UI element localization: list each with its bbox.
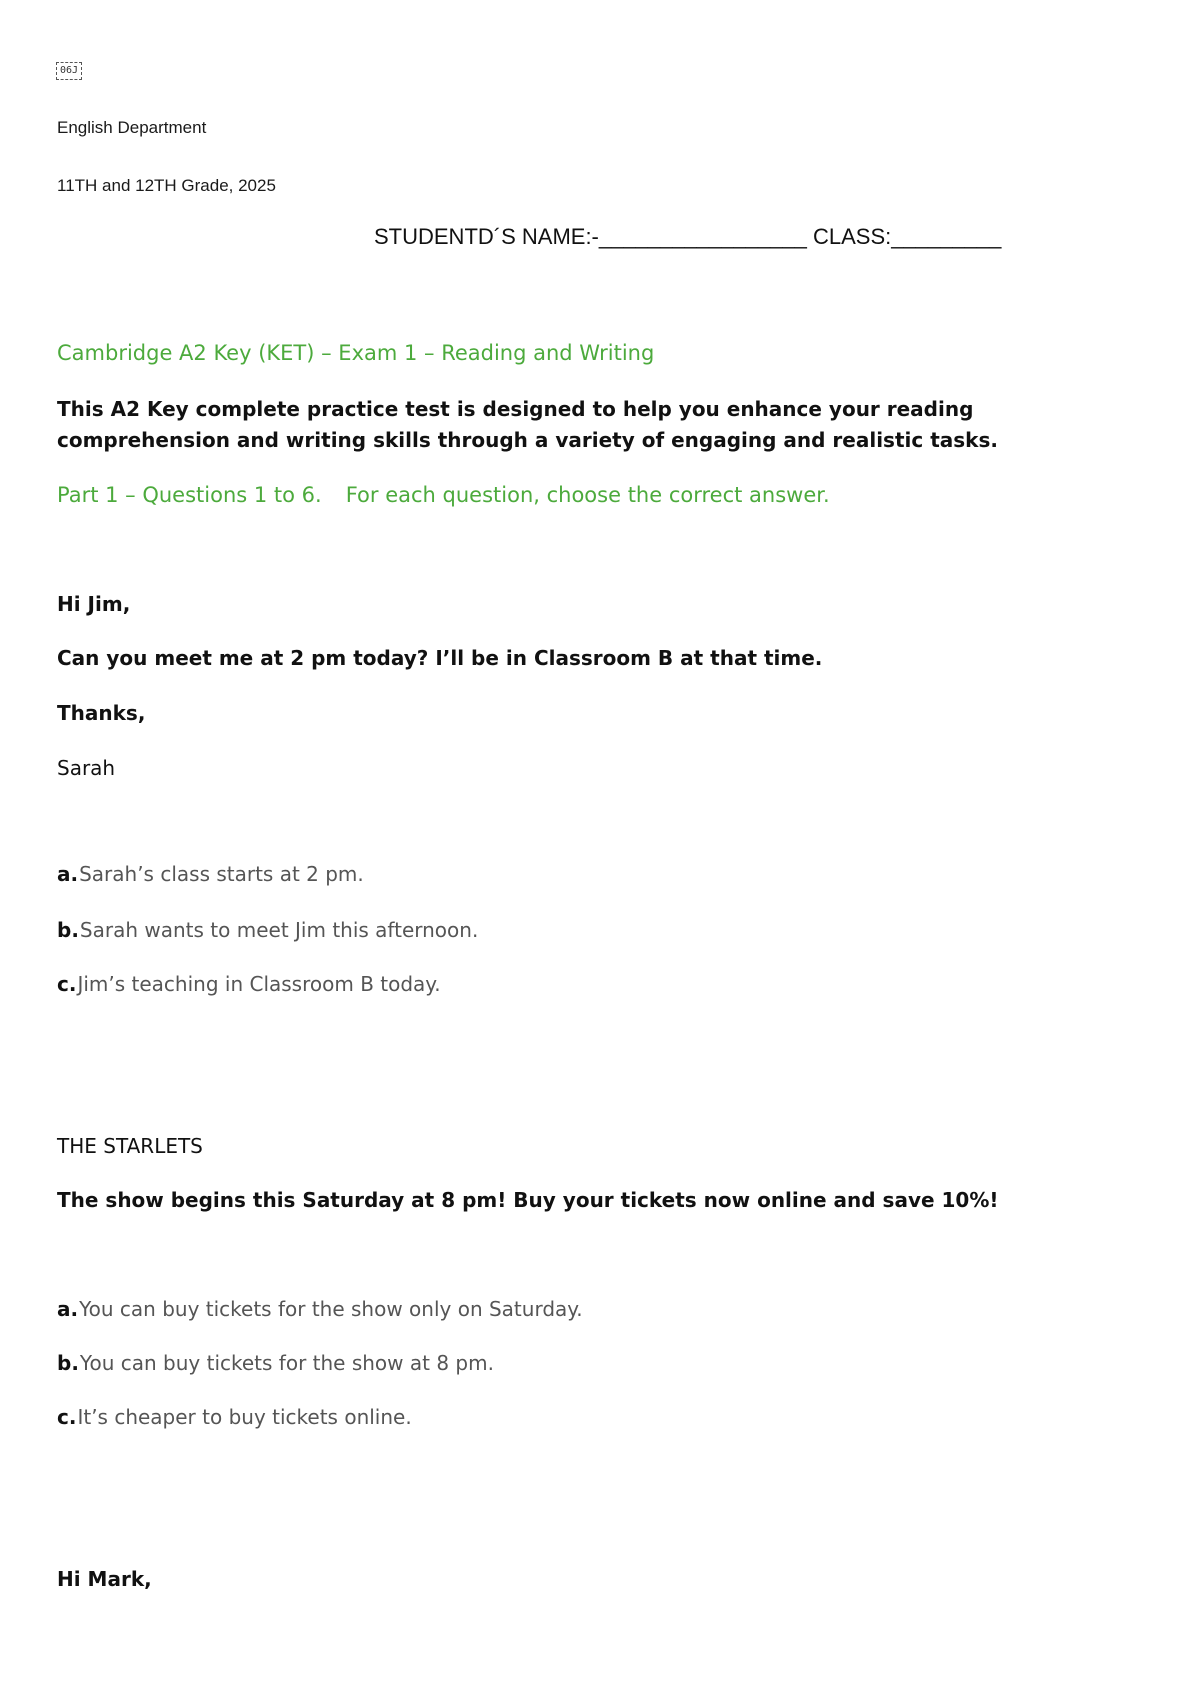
school-logo: 06J [56,62,82,80]
option-letter: b. [57,1351,79,1375]
option-text: You can buy tickets for the show at 8 pm. [79,1351,494,1375]
q1-line-3: Thanks, [57,701,146,725]
q1-line-2: Can you meet me at 2 pm today? I’ll be in Classroom B at that time. [57,646,823,670]
option-letter: a. [57,1297,79,1321]
exam-title: Cambridge A2 Key (KET) – Exam 1 – Reading and Writing [57,341,655,365]
q2-text: The show begins this Saturday at 8 pm! Buy your tickets now online and save 10%! [57,1188,999,1212]
option-letter: c. [57,1405,77,1429]
option-letter: c. [57,972,77,996]
q2-option-b[interactable] [57,1351,494,1375]
option-letter: b. [57,918,79,942]
part-instruction: For each question, choose the correct answer. [345,483,830,507]
part-label: Part 1 – Questions 1 to 6. [57,483,322,507]
part-heading [57,483,830,507]
student-name-class-line: STUDENTD´S NAME:-_________________ CLASS:_________ [374,224,1002,249]
option-text: You can buy tickets for the show only on Saturday. [79,1297,583,1321]
exam-intro: This A2 Key complete practice test is designed to help you enhance your reading comprehension and writing skills through a variety of engaging and realistic tasks. [57,397,998,452]
option-text: Sarah’s class starts at 2 pm. [79,862,364,886]
q1-option-c[interactable] [57,972,441,996]
q2-option-a[interactable] [57,1297,583,1321]
q2-heading: THE STARLETS [57,1134,203,1158]
q1-line-1: Hi Jim, [57,592,131,616]
q1-line-4: Sarah [57,756,116,780]
option-text: It’s cheaper to buy tickets online. [77,1405,412,1429]
option-text: Jim’s teaching in Classroom B today. [77,972,441,996]
option-letter: a. [57,862,79,886]
department-name: English Department [57,118,207,137]
q1-option-b[interactable] [57,918,478,942]
option-text: Sarah wants to meet Jim this afternoon. [79,918,479,942]
grade-year: 11TH and 12TH Grade, 2025 [57,176,276,195]
q1-option-a[interactable] [57,862,364,886]
q2-option-c[interactable] [57,1405,412,1429]
q3-greeting: Hi Mark, [57,1567,152,1591]
